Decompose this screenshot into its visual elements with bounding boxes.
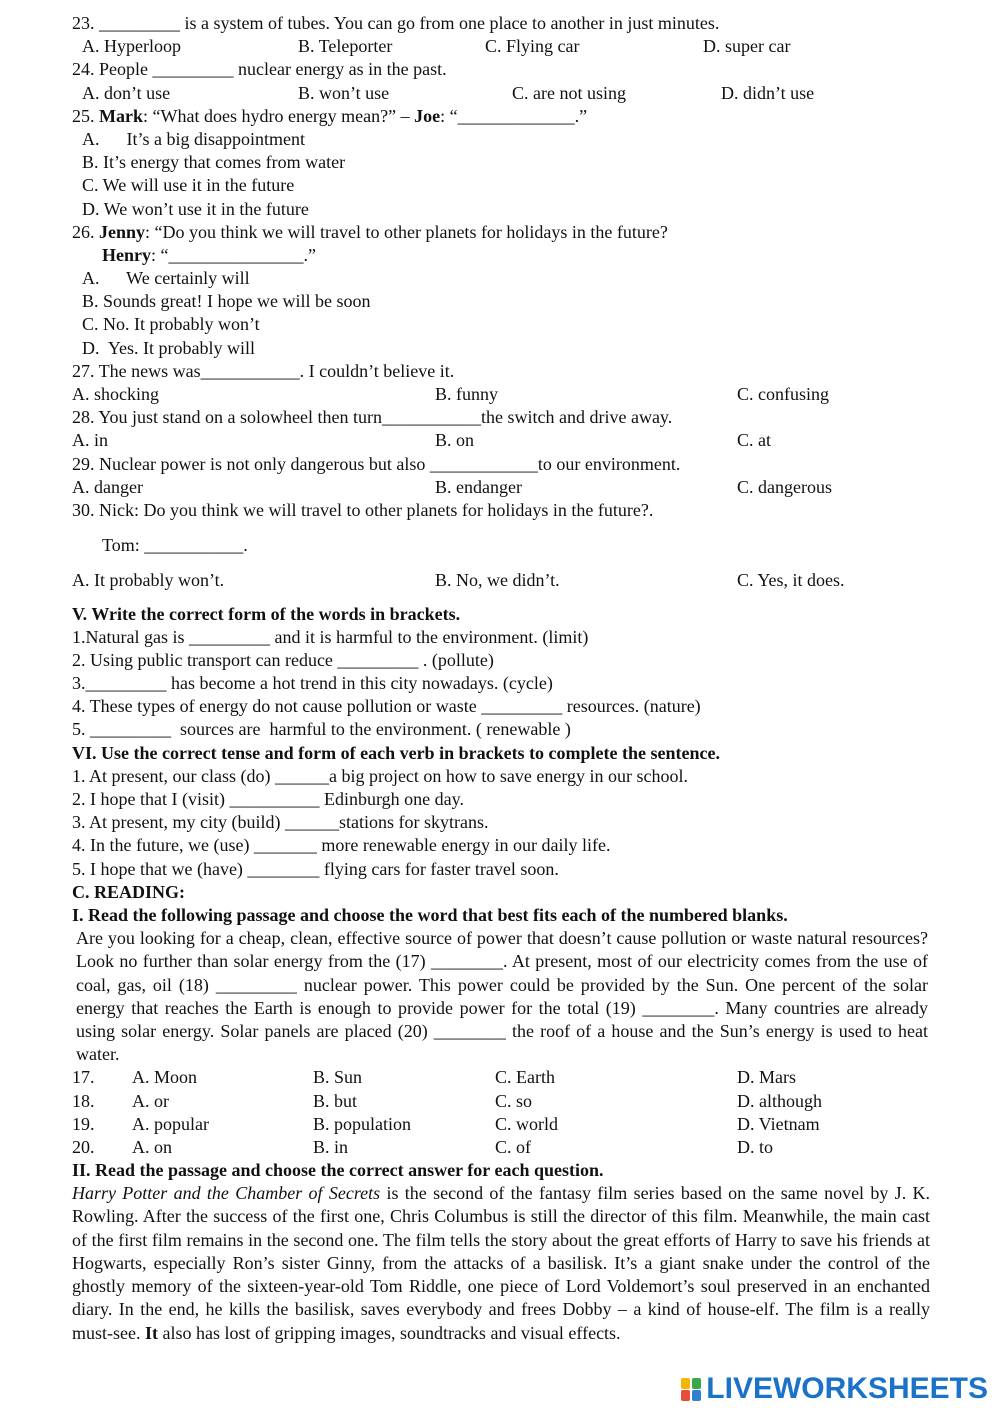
option-d[interactable]: D. didn’t use <box>721 82 815 103</box>
option-a[interactable]: A. Hyperloop <box>82 36 181 57</box>
option-c[interactable]: C. so <box>495 1090 533 1111</box>
word-form-item: 3._________ has become a hot trend in this city nowadays. (cycle) <box>72 673 553 694</box>
option-b[interactable]: B. on <box>435 430 475 451</box>
option-c[interactable]: C. at <box>737 430 771 451</box>
option-number: 17. <box>72 1067 95 1088</box>
option-a[interactable]: A. or <box>132 1090 169 1111</box>
section-6-title: VI. Use the correct tense and form of each verb in brackets to complete the sentence. <box>72 742 720 763</box>
reading-part-2-title: II. Read the passage and choose the correct answer for each question. <box>72 1160 604 1181</box>
question-27-options <box>72 383 932 406</box>
spacer <box>72 522 932 534</box>
question-25-stem <box>72 105 932 128</box>
verb-tense-item: 4. In the future, we (use) _______ more renewable energy in our daily life. <box>72 835 611 856</box>
speaker-joe: Joe <box>414 105 441 126</box>
option-a[interactable]: A. It’s a big disappointment <box>82 128 305 149</box>
question-30-stem: 30. Nick: Do you think we will travel to other planets for holidays in the future?. <box>72 499 654 520</box>
option-a[interactable]: A. don’t use <box>82 82 171 103</box>
word-form-item: 5. _________ sources are harmful to the environment. ( renewable ) <box>72 719 571 740</box>
option-c[interactable]: C. of <box>495 1136 531 1157</box>
option-b[interactable]: B. No, we didn’t. <box>435 570 560 591</box>
option-d[interactable]: D. Yes. It probably will <box>82 337 256 358</box>
question-24-options <box>72 82 932 105</box>
verb-tense-item: 3. At present, my city (build) ______stations for skytrans. <box>72 812 489 833</box>
worksheet-page <box>72 12 932 1345</box>
cloze-options-19 <box>72 1113 932 1136</box>
question-23-options <box>72 35 932 58</box>
option-c[interactable]: C. No. It probably won’t <box>82 314 260 335</box>
verb-tense-item: 1. At present, our class (do) ______a big project on how to save energy in our school. <box>72 765 689 786</box>
liveworksheets-icon <box>681 1376 703 1402</box>
option-d[interactable]: D. although <box>737 1090 822 1111</box>
option-c[interactable]: C. are not using <box>512 82 626 103</box>
question-number: 26. <box>72 221 99 242</box>
question-24-stem: 24. People _________ nuclear energy as in the past. <box>72 59 447 80</box>
section-5-title: V. Write the correct form of the words in brackets. <box>72 603 461 624</box>
option-c[interactable]: C. Yes, it does. <box>737 570 845 591</box>
option-b[interactable]: B. in <box>313 1136 349 1157</box>
question-30-options <box>72 569 932 592</box>
liveworksheets-wordmark: LIVEWORKSHEETS <box>706 1372 988 1406</box>
cloze-options-20 <box>72 1136 932 1159</box>
question-26-stem <box>72 221 932 244</box>
option-d[interactable]: D. to <box>737 1136 773 1157</box>
option-number: 19. <box>72 1113 95 1134</box>
option-b[interactable]: B. Sun <box>313 1067 363 1088</box>
speaker-jenny: Jenny <box>99 221 146 242</box>
option-d[interactable]: D. super car <box>703 36 791 57</box>
question-27-stem: 27. The news was___________. I couldn’t believe it. <box>72 360 455 381</box>
cloze-options-17 <box>72 1066 932 1089</box>
option-b[interactable]: B. won’t use <box>298 82 390 103</box>
option-b[interactable]: B. population <box>313 1113 411 1134</box>
question-text: : “Do you think we will travel to other planets for holidays in the future? <box>145 221 668 242</box>
question-29-options <box>72 476 932 499</box>
option-a[interactable]: A. It probably won’t. <box>72 570 225 591</box>
spacer <box>72 557 932 569</box>
passage-bold-word: It <box>144 1322 158 1343</box>
answer-blank: : “_______________.” <box>151 244 316 265</box>
option-b[interactable]: B. Sounds great! I hope we will be soon <box>82 291 371 312</box>
passage-text: also has lost of gripping images, soundtracks and visual effects. <box>157 1322 621 1343</box>
option-b[interactable]: B. endanger <box>435 476 522 497</box>
question-number: 25. <box>72 105 99 126</box>
question-text: : “What does hydro energy mean?” – <box>143 105 415 126</box>
question-28-options <box>72 429 932 452</box>
option-c[interactable]: C. dangerous <box>737 476 832 497</box>
word-form-item: 2. Using public transport can reduce _________ . (pollute) <box>72 649 494 670</box>
option-a[interactable]: A. on <box>132 1136 172 1157</box>
option-b[interactable]: B. It’s energy that comes from water <box>82 152 346 173</box>
word-form-item: 1.Natural gas is _________ and it is harmful to the environment. (limit) <box>72 626 589 647</box>
option-a[interactable]: A. shocking <box>72 384 159 404</box>
passage-text: is the second of the fantasy film series based on the same novel by J. K. Rowling. After the success of the first one, Chris Columbus is still the director of this film. Meanwhile, the main cast of the first film remains in the second one. The film tells the story about the great efforts of Harry to save his friends at Hogwarts, especially Ron’s sister Ginny, from the attacks of a basilisk. It’s a giant snake under the control of the ghostly memory of the sixteen-year-old Tom Riddle, one piece of Lord Voldemort’s soul preserved in an enchanted diary. In the end, he kills the basilisk, saves everybody and frees Dobby – a kind of house-elf. The film is a really must-see. <box>72 1183 930 1343</box>
reading-part-1-title: I. Read the following passage and choose the word that best fits each of the numbered blanks. <box>72 904 788 925</box>
cloze-options-18 <box>72 1090 932 1113</box>
option-c[interactable]: C. Earth <box>495 1067 555 1088</box>
option-b[interactable]: B. funny <box>435 384 498 404</box>
option-b[interactable]: B. Teleporter <box>298 36 393 57</box>
liveworksheets-logo <box>681 1371 988 1407</box>
option-number: 20. <box>72 1136 95 1157</box>
option-c[interactable]: C. Flying car <box>485 36 580 57</box>
reading-passage-2 <box>72 1182 930 1344</box>
question-26-reply <box>72 244 932 267</box>
option-a[interactable]: A. Moon <box>132 1067 198 1088</box>
reading-passage-1: Are you looking for a cheap, clean, effective source of power that doesn’t cause pollution or waste natural resources? Look no further than solar energy from the (17) ________. At present, most of our electricity comes from the use of coal, gas, oil (18) _________ nuclear power. This power could be provided by the Sun. One percent of the solar energy that reaches the Earth is enough to provide power for the total (19) ________. Many countries are already using solar energy. Solar panels are placed (20) ________ the roof of a house and the Sun’s energy is used to heat water. <box>76 928 928 1065</box>
option-number: 18. <box>72 1090 95 1111</box>
option-c[interactable]: C. world <box>495 1113 558 1134</box>
answer-blank: : “_____________.” <box>440 105 588 126</box>
film-title: Harry Potter and the Chamber of Secrets <box>72 1183 381 1204</box>
option-d[interactable]: D. Mars <box>737 1067 796 1088</box>
spacer <box>72 593 932 603</box>
speaker-henry: Henry <box>102 244 151 265</box>
option-b[interactable]: B. but <box>313 1090 358 1111</box>
option-c[interactable]: C. We will use it in the future <box>82 175 295 196</box>
question-28-stem: 28. You just stand on a solowheel then turn___________the switch and drive away. <box>72 407 673 428</box>
word-form-item: 4. These types of energy do not cause pollution or waste _________ resources. (nature) <box>72 696 701 717</box>
speaker-mark: Mark <box>99 105 143 126</box>
option-c[interactable]: C. confusing <box>737 384 829 404</box>
option-a[interactable]: A. danger <box>72 476 143 497</box>
verb-tense-item: 5. I hope that we (have) ________ flying cars for faster travel soon. <box>72 858 559 879</box>
question-23-stem: 23. _________ is a system of tubes. You can go from one place to another in just minutes. <box>72 13 720 33</box>
option-d[interactable]: D. Vietnam <box>737 1113 820 1134</box>
question-29-stem: 29. Nuclear power is not only dangerous but also ____________to our environment. <box>72 453 681 474</box>
option-a[interactable]: A. popular <box>132 1113 209 1134</box>
option-a[interactable]: A. in <box>72 430 108 451</box>
option-d[interactable]: D. We won’t use it in the future <box>82 198 309 219</box>
reading-title: C. READING: <box>72 881 186 902</box>
question-30-reply: Tom: ___________. <box>102 535 248 556</box>
option-a[interactable]: A. We certainly will <box>82 268 250 289</box>
verb-tense-item: 2. I hope that I (visit) __________ Edinburgh one day. <box>72 789 464 809</box>
